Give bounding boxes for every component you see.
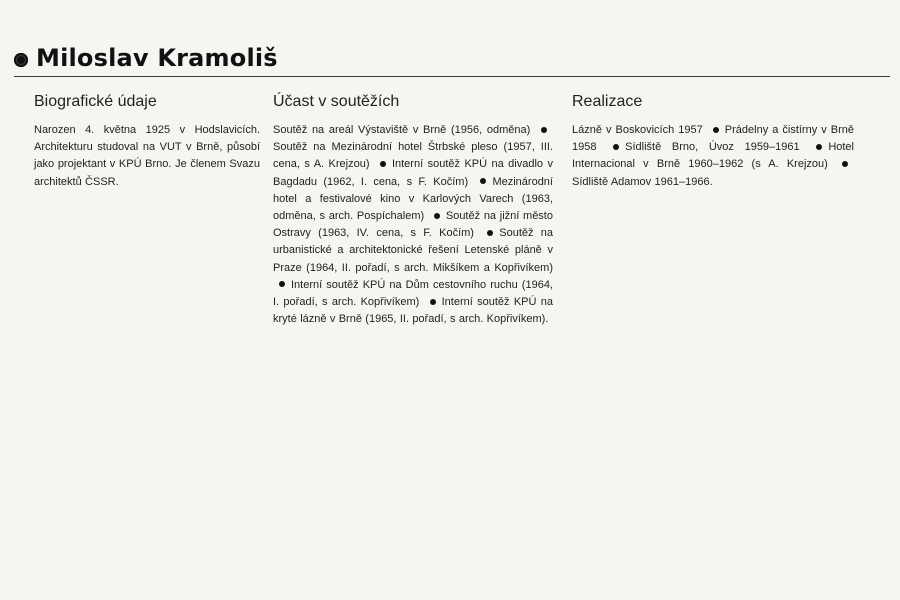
bullet-icon [541, 127, 547, 133]
realization-item [572, 124, 703, 136]
bullet-icon [480, 178, 486, 184]
bullet-icon [380, 161, 386, 167]
header [14, 38, 278, 78]
bullet-icon [613, 144, 619, 150]
bullet-icon [816, 144, 822, 150]
competition-item-text: Soutěž na urbanistické a architektonické řešení Letenské pláně v Praze (1964, II. pořadí, s arch. Mikšíkem a Kopřivíkem) [273, 227, 554, 274]
competition-item-text: Soutěž na areál Výstaviště v Brně (1956, odměna) [273, 124, 531, 136]
biographical-text: Narozen 4. května 1925 v Hodslavicích. Architekturu studoval na VUT v Brně, působí jako projektant v KPÚ Brno. Je členem Svazu architektů ČSSR. [34, 124, 260, 188]
biographical-column [34, 92, 260, 191]
biographical-title: Biografické údaje [34, 93, 157, 110]
page-title: Miloslav Kramoliš [36, 44, 278, 72]
header-divider [14, 76, 890, 77]
bullet-icon [713, 127, 719, 133]
competition-item-text: Soutěž na Mezinárodní hotel Štrbské pleso (1957, III. cena, s A. Krejzou) [273, 141, 553, 171]
realization-item-text: Lázně v Boskovicích 1957 [572, 124, 703, 136]
competition-item-text: Soutěž na jižní město Ostravy (1963, IV. cena, s F. Kočím) [273, 210, 553, 240]
filled-circle-icon [14, 53, 28, 67]
competition-item-text: Interní soutěž KPÚ na divadlo v Bagdadu (1962, I. cena, s F. Kočím) [273, 158, 553, 188]
competitions-title: Účast v soutěžích [273, 93, 400, 110]
bullet-icon [487, 230, 493, 236]
competitions-text [273, 122, 553, 328]
bullet-icon [434, 213, 440, 219]
realization-item [607, 141, 799, 153]
competition-item-text: Interní soutěž KPÚ na Dům cestovního ruchu (1964, I. pořadí, s arch. Kopřivíkem) [273, 278, 553, 309]
realization-item-text: Sídliště Brno, Úvoz 1959–1961 [625, 141, 800, 154]
realizations-column [572, 92, 854, 191]
realization-item-text: Prádelny a čistírny v Brně 1958 [572, 124, 855, 154]
bullet-icon [430, 299, 436, 305]
realization-item-text: Sídliště Adamov 1961–1966. [572, 175, 713, 188]
competitions-column [273, 92, 553, 328]
realizations-text [572, 122, 854, 191]
competition-item [273, 124, 530, 136]
bullet-icon [842, 161, 848, 167]
bullet-icon [279, 281, 285, 287]
realizations-title: Realizace [572, 93, 643, 110]
competition-item-text: Interní soutěž KPÚ na kryté lázně v Brně (1965, II. pořadí, s arch. Kopřivíkem). [273, 296, 554, 326]
competition-item-text: Mezinárodní hotel a festivalové kino v Karlových Varech (1963, odměna, s arch. Pospíchalem) [273, 175, 553, 223]
realization-item-text: Hotel Internacional v Brně 1960–1962 (s A. Krejzou) [572, 141, 854, 171]
